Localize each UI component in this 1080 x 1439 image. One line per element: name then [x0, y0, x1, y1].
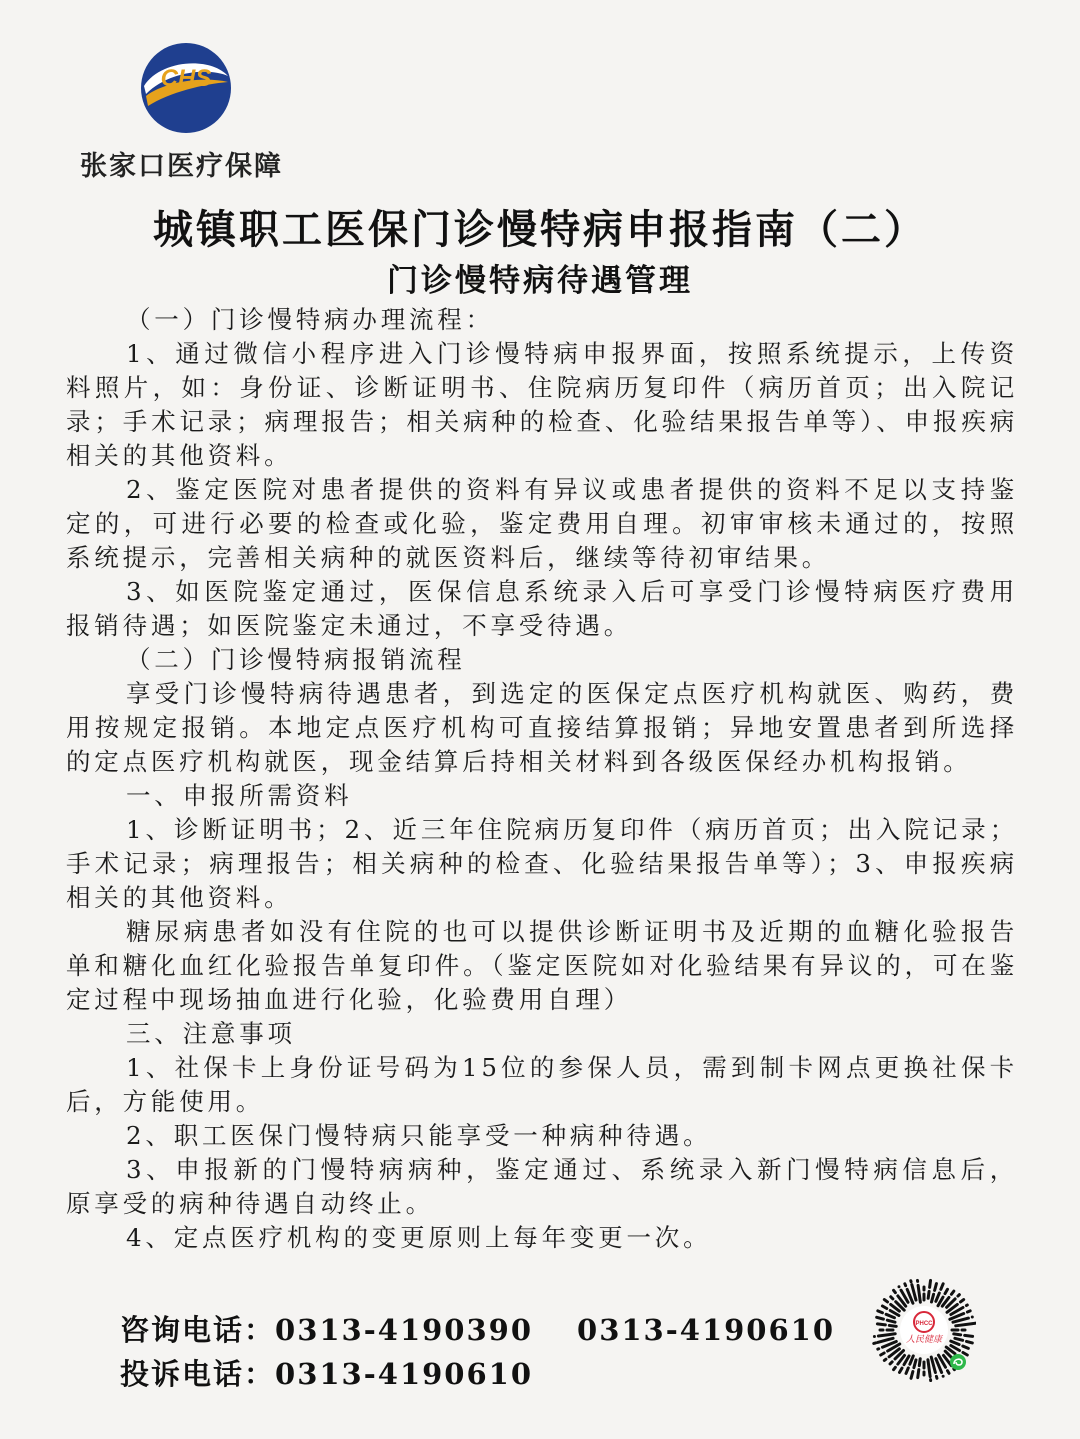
qr-ray	[928, 1360, 930, 1377]
complaint-phone: 0313-4190610	[275, 1357, 534, 1391]
consult-phone-2: 0313-4190610	[577, 1313, 836, 1347]
qr-ray	[874, 1343, 876, 1344]
qr-ray	[958, 1295, 959, 1296]
qr-ray	[945, 1289, 948, 1293]
qr-ray	[963, 1353, 967, 1356]
qr-ray	[878, 1311, 883, 1313]
qr-ray	[928, 1291, 929, 1298]
qr-ray	[878, 1334, 895, 1336]
page-subtitle: 门诊慢特病待遇管理	[387, 263, 693, 299]
qr-ray	[881, 1353, 884, 1355]
paragraph: 糖尿病患者如没有住院的也可以提供诊断证明书及近期的血糖化验报告单和糖化血红化验报告单复印件。（鉴定医院如对化验结果有异议的，可在鉴定过程中现场抽血进行化验，化验费用自理）	[66, 917, 1018, 1014]
logo-text: CHS	[160, 65, 212, 92]
consult-phone-1: 0313-4190390	[275, 1313, 534, 1347]
qr-caption: 人民健康	[905, 1335, 943, 1345]
qr-ray	[886, 1314, 894, 1317]
qr-ray	[882, 1306, 886, 1309]
paragraph: 4、定点医疗机构的变更原则上每年变更一次。	[126, 1223, 712, 1252]
guide-body	[66, 303, 1018, 1255]
qr-ray	[935, 1284, 937, 1291]
section-heading-materials: 一、申报所需资料	[126, 781, 353, 810]
qr-ray	[967, 1341, 973, 1343]
qr-ray	[914, 1360, 916, 1368]
qr-ray	[919, 1359, 920, 1366]
qr-ray	[932, 1294, 934, 1302]
paragraph: 享受门诊慢特病待遇患者，到选定的医保定点医疗机构就医、购药，费用按规定报销。本地定点医疗机构可直接结算报销；异地安置患者到所选择的定点医疗机构就医，现金结算后持相关材料到各级医保经办机构报销。	[66, 679, 1018, 776]
qr-ray	[894, 1367, 896, 1369]
qr-ray	[918, 1370, 919, 1378]
paragraph: 3、如医院鉴定通过，医保信息系统录入后可享受门诊慢特病医疗费用报销待遇；如医院鉴定未通过，不享受待遇。	[66, 577, 1018, 640]
qr-ray	[912, 1285, 916, 1300]
qr-ray	[965, 1335, 973, 1336]
section-heading-notes: 三、注意事项	[126, 1019, 296, 1048]
qr-ray	[878, 1338, 893, 1342]
section-heading-reimbursement: （二）门诊慢特病报销流程	[126, 645, 466, 674]
qr-ray	[963, 1346, 969, 1348]
qr-ray	[905, 1284, 906, 1286]
qr-ray	[890, 1362, 892, 1364]
qr-ray	[877, 1324, 885, 1325]
qr-ray	[900, 1368, 903, 1372]
org-name: 张家口医疗保障	[80, 151, 283, 182]
qr-ray	[953, 1318, 968, 1322]
qr-ray	[955, 1338, 963, 1340]
complaint-phone-line	[120, 1352, 533, 1393]
paragraph: 2、职工医保门慢特病只能享受一种病种待遇。	[126, 1121, 712, 1150]
mini-program-code	[872, 1278, 976, 1382]
qr-ray	[918, 1285, 920, 1302]
paragraph: 1、社保卡上身份证号码为15位的参保人员，需到制卡网点更换社保卡后，方能使用。	[66, 1053, 1018, 1116]
qr-ray	[906, 1368, 908, 1374]
qr-ray	[877, 1317, 884, 1319]
qr-ray	[936, 1293, 939, 1301]
qr-ray	[887, 1320, 895, 1322]
qr-ray	[910, 1356, 913, 1364]
qr-ray	[889, 1325, 896, 1326]
complaint-label: 投诉电话：	[120, 1357, 276, 1391]
qr-ray	[884, 1300, 887, 1302]
qr-ray	[948, 1371, 950, 1374]
qr-ray	[894, 1290, 896, 1292]
paragraph: 1、通过微信小程序进入门诊慢特病申报界面，按照系统提示，上传资料照片，如：身份证、诊断证明书、住院病历复印件（病历首页；出入院记录；手术记录；病理报告；相关病种的检查、化验结果报告单等）、申报疾病相关的其他资料。	[66, 339, 1018, 470]
paragraph: 1、诊断证明书；2、近三年住院病历复印件（病历首页；出入院记录；手术记录；病理报告；相关病种的检查、化验结果报告单等）；3、申报疾病相关的其他资料。	[66, 815, 1018, 912]
chs-logo	[140, 42, 232, 134]
qr-ray	[884, 1359, 886, 1360]
paragraph: 2、鉴定医院对患者提供的资料有异议或患者提供的资料不足以支持鉴定的，可进行必要的检查或化验，鉴定费用自理。初审审核未通过的，按照系统提示，完善相关病种的就医资料后，继续等待初审结果。	[66, 475, 1018, 572]
qr-ray	[930, 1280, 931, 1287]
page-title: 城镇职工医保门诊慢特病申报指南（二）	[153, 207, 927, 253]
qr-ray	[891, 1297, 893, 1299]
qr-badge-text: PHCC	[915, 1321, 933, 1327]
section-heading-process: （一）门诊慢特病办理流程：	[126, 305, 494, 334]
consult-phone-line	[120, 1308, 835, 1349]
qr-ray	[936, 1376, 937, 1378]
qr-ray	[951, 1341, 959, 1344]
qr-ray	[966, 1305, 967, 1306]
qr-ray	[954, 1334, 961, 1335]
qr-ray	[911, 1372, 913, 1379]
qr-ray	[951, 1291, 953, 1294]
paragraph: 3、申报新的门慢特病病种，鉴定通过、系统录入新门慢特病信息后，原享受的病种待遇自动终止。	[66, 1155, 1018, 1218]
qr-ray	[967, 1311, 970, 1312]
wechat-mini-program-icon	[950, 1354, 966, 1370]
qr-ray	[956, 1324, 973, 1326]
qr-ray	[941, 1284, 943, 1290]
qr-ray	[960, 1300, 963, 1302]
consult-label: 咨询电话：	[120, 1313, 276, 1347]
